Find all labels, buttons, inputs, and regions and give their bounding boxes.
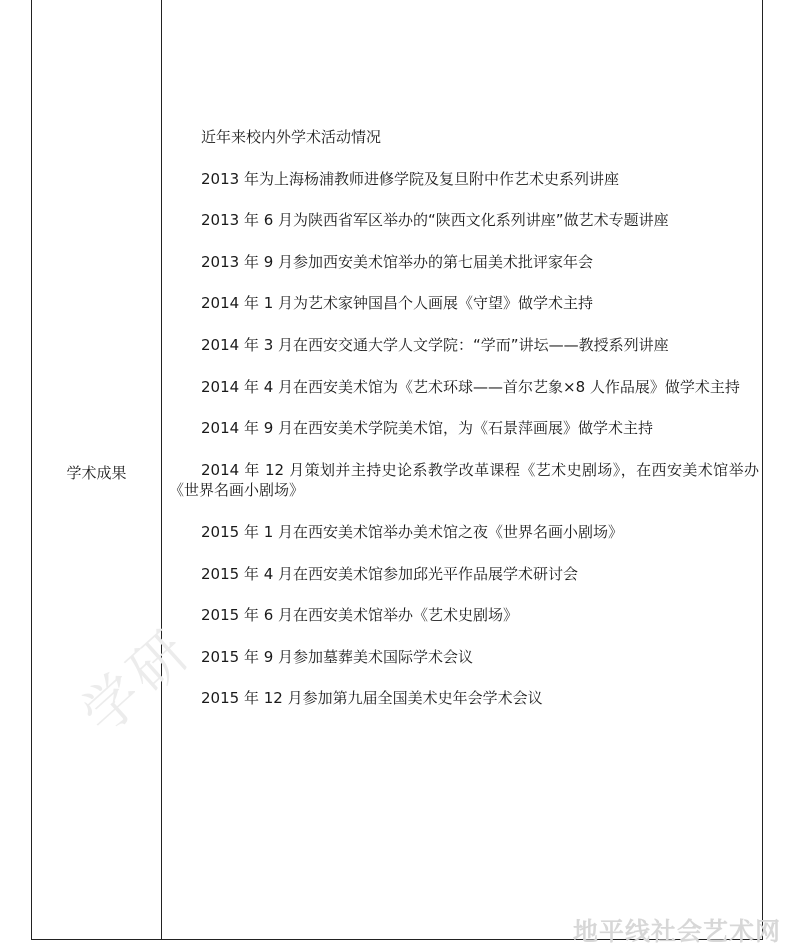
row-label: 学术成果 [66, 464, 127, 482]
diagonal-watermark: 学研 [70, 615, 206, 748]
entry-item: 2014 年 12 月策划并主持史论系教学改革课程《艺术史剧场》，在西安美术馆举办《世界名画小剧场》 [169, 460, 759, 500]
entry-item: 2014 年 4 月在西安美术馆为《艺术环球——首尔艺象×8 人作品展》做学术主持 [201, 377, 740, 396]
column-divider [161, 0, 162, 939]
entry-item: 2015 年 6 月在西安美术馆举办《艺术史剧场》 [201, 606, 519, 625]
entry-item: 2015 年 9 月参加墓葬美术国际学术会议 [201, 647, 474, 666]
entries-cell [169, 127, 759, 730]
achievements-table [31, 0, 763, 940]
entry-item: 2013 年为上海杨浦教师进修学院及复旦附中作艺术史系列讲座 [201, 169, 619, 188]
entry-heading: 近年来校内外学术活动情况 [201, 128, 382, 146]
entry-item: 2015 年 1 月在西安美术馆举办美术馆之夜《世界名画小剧场》 [201, 522, 624, 541]
entry-item: 2014 年 9 月在西安美术学院美术馆，为《石景萍画展》做学术主持 [201, 419, 654, 438]
entry-item: 2014 年 3 月在西安交通大学人文学院：“学而”讲坛——教授系列讲座 [201, 335, 669, 354]
entry-item: 2015 年 4 月在西安美术馆参加邱光平作品展学术研讨会 [201, 564, 579, 583]
entry-item: 2013 年 6 月为陕西省军区举办的“陕西文化系列讲座”做艺术专题讲座 [201, 211, 669, 230]
site-watermark: 地平线社会艺术网 [572, 917, 781, 946]
entry-item: 2015 年 12 月参加第九届全国美术史年会学术会议 [201, 689, 543, 708]
entry-item: 2013 年 9 月参加西安美术馆举办的第七届美术批评家年会 [201, 252, 594, 271]
entry-item: 2014 年 1 月为艺术家钟国昌个人画展《守望》做学术主持 [201, 294, 594, 313]
